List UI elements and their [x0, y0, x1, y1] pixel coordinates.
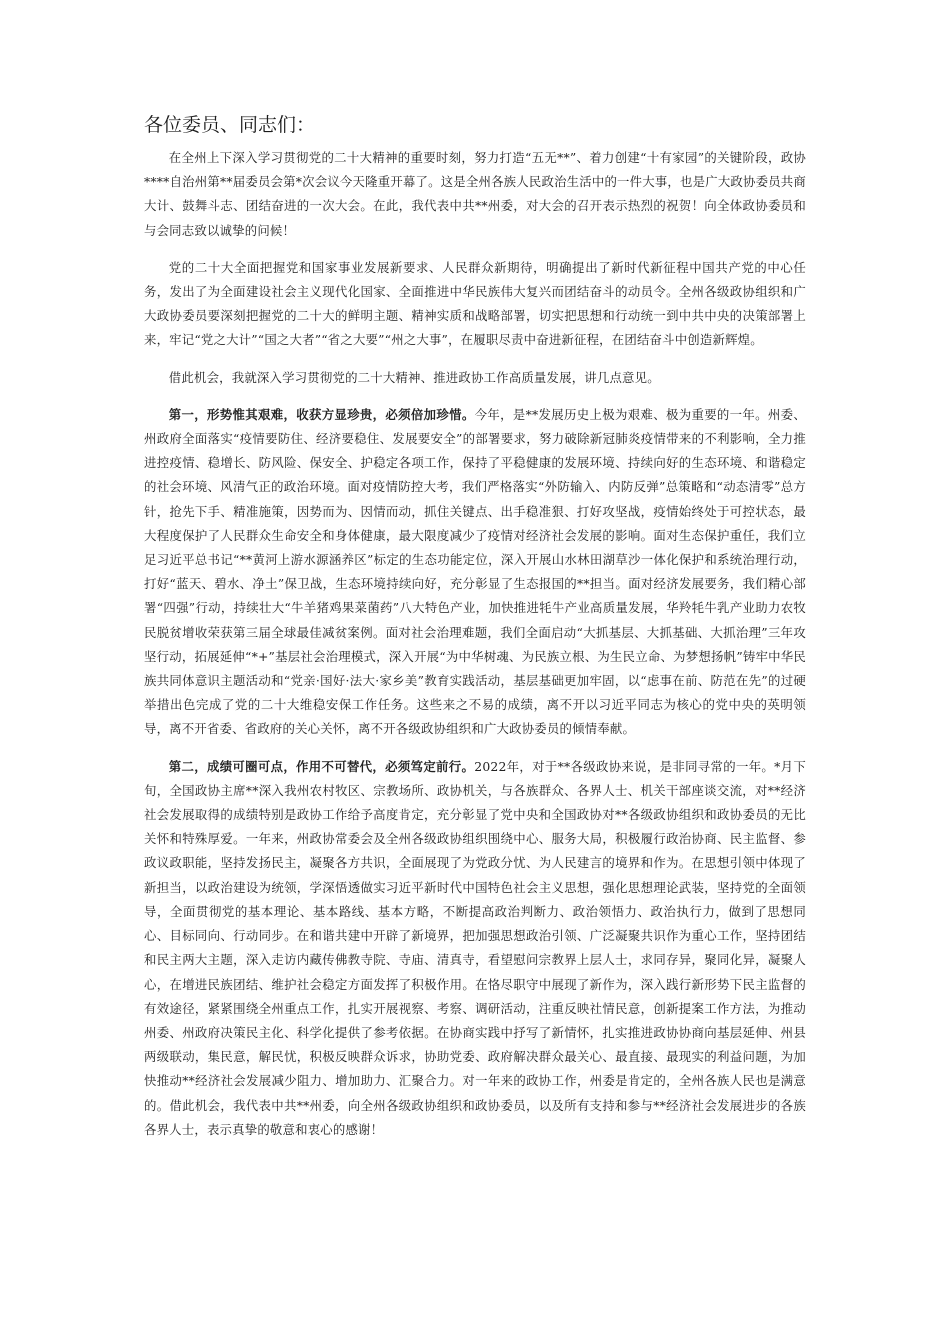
salutation: 各位委员、同志们：: [144, 114, 316, 136]
paragraph-text: 在全州上下深入学习贯彻党的二十大精神的重要时刻，努力打造“五无**”、着力创建“十有家园”的关键阶段，政协****自治州第**届委员会第*次会议今天隆重开幕了。这是全州各族人民政治生活中的一件大事，也是广大政协委员共商大计、鼓舞斗志、团结奋进的一次大会。在此，我代表中共**州委，对大会的召开表示热烈的祝贺！向全体政协委员和与会同志致以诚挚的问候！: [144, 150, 806, 238]
paragraph-twentieth-congress: [144, 256, 806, 353]
paragraph-lead-heading: 第一，形势惟其艰难，收获方显珍贵，必须倍加珍惜。: [168, 406, 475, 422]
paragraph-text: 借此机会，我就深入学习贯彻党的二十大精神、推进政协工作高质量发展，讲几点意见。: [168, 369, 660, 385]
paragraph-point-two: [144, 755, 806, 1142]
paragraph-intro-opinions: [144, 366, 806, 390]
paragraph-text: 党的二十大全面把握党和国家事业发展新要求、人民群众新期待，明确提出了新时代新征程中国共产党的中心任务，发出了为全面建设社会主义现代化国家、全面推进中华民族伟大复兴而团结奋斗的动员令。全州各级政协组织和广大政协委员要深刻把握党的二十大的鲜明主题、精神实质和战略部署，切实把思想和行动统一到中共中央的决策部署上来，牢记“党之大计”“国之大者”“省之大要”“州之大事”，在履职尽责中奋进新征程，在团结奋斗中创造新辉煌。: [144, 259, 806, 348]
paragraph-text: 2022年，对于**各级政协来说，是非同寻常的一年。*月下旬，全国政协主席**深入我州农村牧区、宗教场所、政协机关，与各族群众、各界人士、机关干部座谈交流，对**经济社会发展取得的成绩特别是政协工作给予高度肯定，充分彰显了党中央和全国政协对**各级政协组织和政协委员的无比关怀和特殊厚爱。一年来，州政协常委会及全州各级政协组织围绕中心、服务大局，积极履行政治协商、民主监督、参政议政职能，坚持发扬民主，凝聚各方共识，全面展现了为党政分忧、为人民建言的境界和作为。在思想引领中体现了新担当，以政治建设为统领，学深悟透做实习近平新时代中国特色社会主义思想，强化思想理论武装，坚持党的全面领导，全面贯彻党的基本理论、基本路线、基本方略，不断提高政治判断力、政治领悟力、政治执行力，做到了思想同心、目标同向、行动同步。在和谐共建中开辟了新境界，把加强思想政治引领、广泛凝聚共识作为重心工作，坚持团结和民主两大主题，深入走访内藏传佛教寺院、寺庙、清真寺，看望慰问宗教界上层人士，求同存异，聚同化异，凝聚人心，在增进民族团结、维护社会稳定方面发挥了积极作用。在恪尽职守中展现了新作为，深入践行新形势下民主监督的有效途径，紧紧围绕全州重点工作，扎实开展视察、考察、调研活动，注重反映社情民意，创新提案工作方法，为推动州委、州政府决策民主化、科学化提供了参考依据。在协商实践中抒写了新情怀，扎实推进政协协商向基层延伸、州县两级联动，集民意，解民忧，积极反映群众诉求，协助党委、政府解决群众最关心、最直接、最现实的利益问题，为加快推动**经济社会发展减少阻力、增加助力、汇聚合力。对一年来的政协工作，州委是肯定的，全州各族人民也是满意的。借此机会，我代表中共**州委，向全州各级政协组织和政协委员，以及所有支持和参与**经济社会发展进步的各族各界人士，表示真挚的敬意和衷心的感谢！: [144, 758, 806, 1137]
paragraph-text: 今年，是**发展历史上极为艰难、极为重要的一年。州委、州政府全面落实“疫情要防住、经济要稳住、发展要安全”的部署要求，努力破除新冠肺炎疫情带来的不利影响，全力推进控疫情、稳增长、防风险、保安全、护稳定各项工作，保持了平稳健康的发展环境、持续向好的生态环境、和谐稳定的社会环境、风清气正的政治环境。面对疫情防控大考，我们严格落实“外防输入、内防反弹”总策略和“动态清零”总方针，抢先下手、精准施策，因势而为、因情而动，抓住关键点、出手稳准狠、打好攻坚战，疫情始终处于可控状态，最大程度保护了人民群众生命安全和身体健康，最大限度减少了疫情对经济社会发展的影响。面对生态保护重任，我们立足习近平总书记“**黄河上游水源涵养区”标定的生态功能定位，深入开展山水林田湖草沙一体化保护和系统治理行动，打好“蓝天、碧水、净土”保卫战，生态环境持续向好，充分彰显了生态报国的**担当。面对经济发展要务，我们精心部署“四强”行动，持续壮大“牛羊猪鸡果菜菌药”八大特色产业，加快推进牦牛产业高质量发展，华羚牦牛乳产业助力农牧民脱贫增收荣获第三届全球最佳减贫案例。面对社会治理难题，我们全面启动“大抓基层、大抓基础、大抓治理”三年攻坚行动，拓展延伸“*+”基层社会治理模式，深入开展“为中华树魂、为民族立根、为生民立命、为梦想扬帆”铸牢中华民族共同体意识主题活动和“党亲·国好·法大·家乡美”教育实践活动，基层基础更加牢固，以“虑事在前、防范在先”的过硬举措出色完成了党的二十大维稳安保工作任务。这些来之不易的成绩，离不开以习近平同志为核心的党中央的英明领导，离不开省委、省政府的关心关怀，离不开各级政协组织和广大政协委员的倾情奉献。: [144, 406, 806, 737]
document-page: [144, 112, 806, 1155]
paragraph-opening: [144, 146, 806, 243]
paragraph-point-one: [144, 403, 806, 742]
paragraph-lead-heading: 第二，成绩可圈可点，作用不可替代，必须笃定前行。: [168, 758, 475, 774]
